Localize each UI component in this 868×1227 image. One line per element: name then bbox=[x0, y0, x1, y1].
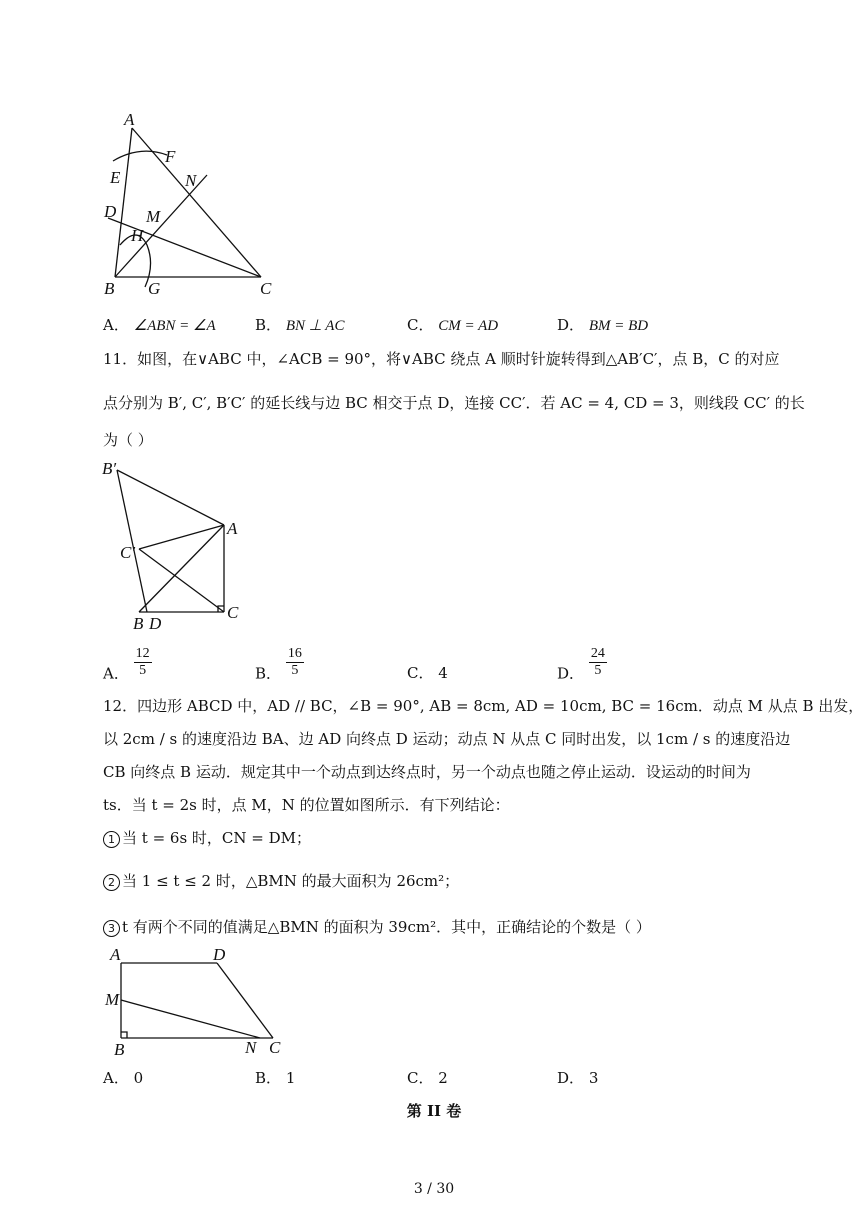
label-m: M bbox=[146, 207, 161, 226]
label-b: B bbox=[104, 279, 115, 298]
q11-option-a: A． $\frac{12}{5}$ bbox=[103, 646, 150, 683]
label-c: C bbox=[269, 1038, 281, 1057]
label-a: A bbox=[110, 945, 121, 964]
q12-option-c: C． 2 bbox=[407, 1069, 448, 1087]
segment-dc bbox=[217, 963, 273, 1038]
q11-option-c: C． 4 bbox=[407, 664, 448, 682]
figure-q11 bbox=[95, 455, 265, 635]
figure-q12 bbox=[95, 940, 295, 1060]
q10-option-d: D． BM = BD bbox=[557, 316, 649, 334]
label-c: C bbox=[227, 603, 239, 622]
q12-option-a: A． 0 bbox=[103, 1069, 144, 1087]
circled-number-3: 3 bbox=[103, 920, 120, 937]
page-number: 3 / 30 bbox=[413, 1181, 455, 1197]
label-d: D bbox=[213, 945, 226, 964]
q11-line-2: 点分别为 B′, C′, B′C′ 的延长线与边 BC 相交于点 D，连接 CC′．若 AC = 4, CD = 3，则线段 CC′ 的长 bbox=[103, 394, 805, 412]
segment-bp-d bbox=[117, 470, 147, 612]
segment-a-b bbox=[139, 525, 224, 612]
q12-option-d: D． 3 bbox=[557, 1069, 599, 1087]
q11-line-3: 为（ ） bbox=[103, 431, 153, 449]
circled-number-1: 1 bbox=[103, 831, 120, 848]
label-bp: B′ bbox=[102, 459, 117, 478]
q12-line-2: 以 2cm / s 的速度沿边 BA、边 AD 向终点 D 运动；动点 N 从点 C 同时出发，以 1cm / s 的速度沿边 bbox=[103, 730, 791, 748]
label-n: N bbox=[245, 1038, 257, 1057]
q10-option-c: C． CM = AD bbox=[407, 316, 499, 334]
label-a: A bbox=[227, 519, 238, 538]
segment-ab bbox=[115, 128, 132, 277]
label-e: E bbox=[110, 168, 121, 187]
segment-cp-a bbox=[139, 525, 224, 549]
segment-cp-c bbox=[139, 549, 224, 612]
q12-conclusion-1: 1 当 t = 6s 时，CN = DM； bbox=[103, 828, 311, 848]
figure-q10 bbox=[95, 105, 295, 305]
q10-option-a: A． ∠ABN = ∠A bbox=[103, 316, 216, 334]
label-c: C bbox=[260, 279, 272, 298]
circled-number-2: 2 bbox=[103, 874, 120, 891]
label-cp: C′ bbox=[120, 543, 136, 562]
fraction: $\frac{12}{5}$ bbox=[135, 646, 150, 678]
segment-ac bbox=[132, 128, 261, 277]
fraction: $\frac{24}{5}$ bbox=[590, 646, 605, 678]
label-b: B bbox=[114, 1040, 125, 1059]
segment-bp-a bbox=[117, 470, 224, 525]
q12-line-3: CB 向终点 B 运动．规定其中一个动点到达终点时，另一个动点也随之停止运动．设运动的时间为 bbox=[103, 763, 751, 781]
label-g: G bbox=[148, 279, 161, 298]
fraction: $\frac{16}{5}$ bbox=[287, 646, 302, 678]
label-b: B bbox=[133, 614, 144, 633]
right-angle-mark bbox=[121, 1032, 127, 1038]
label-h: H bbox=[131, 226, 144, 245]
q12-conclusion-3: 3 t 有两个不同的值满足△BMN 的面积为 39cm²．其中，正确结论的个数是（ ） bbox=[103, 917, 651, 937]
q11-option-b: B． $\frac{16}{5}$ bbox=[255, 646, 302, 683]
q10-option-b: B． BN ⊥ AC bbox=[255, 316, 345, 334]
label-m: M bbox=[105, 990, 120, 1009]
q12-option-b: B． 1 bbox=[255, 1069, 296, 1087]
q12-conclusion-2: 2 当 1 ≤ t ≤ 2 时，△BMN 的最大面积为 26cm²； bbox=[103, 871, 459, 891]
q11-option-d: D． $\frac{24}{5}$ bbox=[557, 646, 605, 683]
label-f: F bbox=[165, 147, 176, 166]
segment-mn bbox=[121, 1000, 260, 1038]
q11-line-1: 11．如图，在∨ABC 中，∠ACB = 90°，将∨ABC 绕点 A 顺时针旋转得到△AB′C′，点 B，C 的对应 bbox=[103, 350, 780, 368]
section-heading: 第 II 卷 bbox=[406, 1102, 462, 1120]
label-d: D bbox=[149, 614, 162, 633]
q12-line-1: 12．四边形 ABCD 中，AD // BC，∠B = 90°, AB = 8cm, AD = 10cm, BC = 16cm．动点 M 从点 B 出发， bbox=[103, 697, 864, 715]
label-a: A bbox=[124, 110, 135, 129]
label-d: D bbox=[104, 202, 117, 221]
q12-line-4: ts．当 t = 2s 时，点 M，N 的位置如图所示．有下列结论： bbox=[103, 796, 510, 814]
label-n: N bbox=[185, 171, 197, 190]
